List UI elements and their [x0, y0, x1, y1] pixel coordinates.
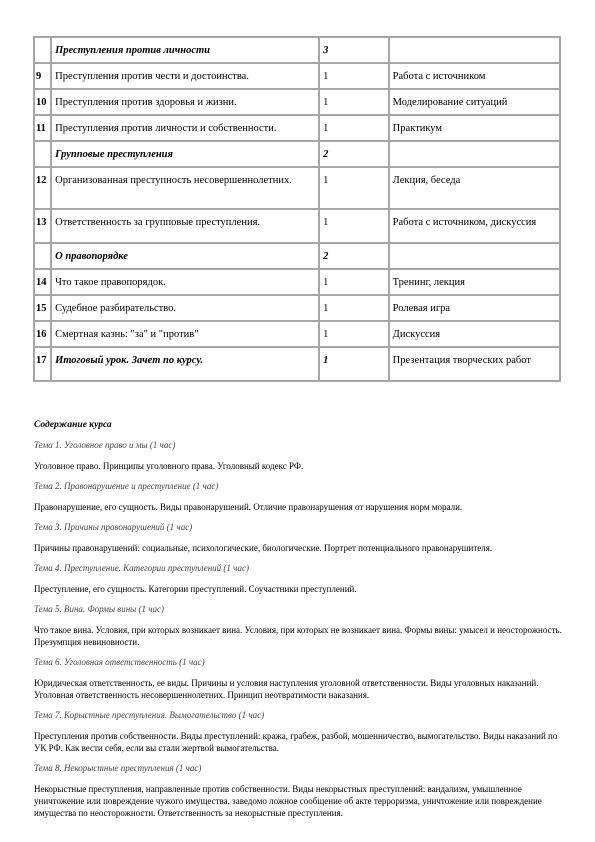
lesson-number: 9 — [35, 64, 50, 88]
lesson-hours: 1 — [320, 322, 388, 346]
lesson-form: Тренинг, лекция — [390, 270, 559, 294]
theme-title: Тема 6. Уголовная ответственность (1 час) — [34, 657, 205, 667]
lesson-form: Ролевая игра — [390, 296, 559, 320]
table-row — [35, 296, 559, 320]
table-row — [35, 90, 559, 114]
lesson-number: 14 — [35, 270, 50, 294]
lesson-number: 17 — [35, 348, 50, 380]
lesson-number — [35, 142, 50, 166]
lesson-number — [35, 38, 50, 62]
lesson-topic: Групповые преступления — [52, 142, 318, 166]
lesson-hours: 1 — [320, 270, 388, 294]
lesson-number: 11 — [35, 116, 50, 140]
theme-text: Юридическая ответственность, ее виды. Причины и условия наступления уголовной ответственности. Виды уголовных наказаний. Уголовная ответственность несовершеннолетних. Принцип неотвратимости наказания. — [34, 678, 539, 700]
lesson-topic: Преступления против чести и достоинства. — [52, 64, 318, 88]
lesson-topic: Итоговый урок. Зачет по курсу. — [52, 348, 318, 380]
lesson-hours: 2 — [320, 244, 388, 268]
lesson-number — [35, 244, 50, 268]
table-row — [35, 64, 559, 88]
lesson-hours: 3 — [320, 38, 388, 62]
lesson-hours: 1 — [320, 64, 388, 88]
theme-text: Некорыстные преступления, направленные против собственности. Виды некорыстных преступлений: вандализм, умышленное уничтожение или повреждение чужого имущества, заведомо ложное сообщение об акте терроризма, уничтожение или повреждение имущества по неосторожности. Ответственность за некорыстные преступления. — [34, 784, 542, 818]
course-content — [34, 420, 564, 828]
theme-title: Тема 2. Правонарушение и преступление (1 час) — [34, 481, 219, 491]
theme-list — [34, 440, 564, 819]
lesson-form: Работа с источником — [390, 64, 559, 88]
lesson-form: Презентация творческих работ — [390, 348, 559, 380]
table-row — [35, 348, 559, 380]
lesson-topic: Преступления против личности — [52, 38, 318, 62]
lesson-hours: 1 — [320, 168, 388, 208]
lesson-hours: 1 — [320, 210, 388, 242]
lesson-form: Лекция, беседа — [390, 168, 559, 208]
lesson-topic: Ответственность за групповые преступления. — [52, 210, 318, 242]
lesson-number: 13 — [35, 210, 50, 242]
section-row — [35, 244, 559, 268]
theme-title: Тема 4. Преступление. Категории преступлений (1 час) — [34, 563, 249, 573]
theme-text: Причины правонарушений: социальные, психологические, биологические. Портрет потенциального правонарушителя. — [34, 543, 493, 553]
lesson-form: Дискуссия — [390, 322, 559, 346]
lesson-topic: Преступления против здоровья и жизни. — [52, 90, 318, 114]
theme-title: Тема 8. Некорыстные преступления (1 час) — [34, 763, 202, 773]
curriculum-table — [33, 36, 561, 382]
lesson-number: 16 — [35, 322, 50, 346]
lesson-form: Практикум — [390, 116, 559, 140]
theme-title: Тема 1. Уголовное право и мы (1 час) — [34, 440, 176, 450]
theme-text: Преступление, его сущность. Категории преступлений. Соучастники преступлений. — [34, 584, 357, 594]
theme-text: Преступления против собственности. Виды преступлений: кража, грабеж, разбой, мошенничество, вымогательство. Виды наказаний по УК РФ. Как вести себя, если вы стали жертвой вымогательства. — [34, 731, 558, 753]
lesson-topic: Организованная преступность несовершеннолетних. — [52, 168, 318, 208]
lesson-topic: Что такое правопорядок. — [52, 270, 318, 294]
lesson-number: 10 — [35, 90, 50, 114]
table-row — [35, 270, 559, 294]
table-row — [35, 322, 559, 346]
course-content-heading: Содержание курса — [34, 420, 112, 430]
theme-text: Уголовное право. Принципы уголовного права. Уголовный кодекс РФ. — [34, 461, 304, 471]
theme-text: Что такое вина. Условия, при которых возникает вина. Условия, при которых не возникает вина. Формы вины: умысел и неосторожность. Презумпция невиновности. — [34, 625, 562, 647]
lesson-hours: 1 — [320, 90, 388, 114]
theme-title: Тема 5. Вина. Формы вины (1 час) — [34, 604, 165, 614]
lesson-topic: Судебное разбирательство. — [52, 296, 318, 320]
lesson-hours: 1 — [320, 296, 388, 320]
curriculum-table-body — [35, 38, 559, 380]
table-row — [35, 116, 559, 140]
section-row — [35, 38, 559, 62]
lesson-number: 15 — [35, 296, 50, 320]
lesson-form — [390, 38, 559, 62]
lesson-topic: Преступления против личности и собственности. — [52, 116, 318, 140]
table-row — [35, 210, 559, 242]
lesson-topic: Смертная казнь: "за" и "против" — [52, 322, 318, 346]
theme-title: Тема 3. Причины правонарушений (1 час) — [34, 522, 193, 532]
theme-title: Тема 7. Корыстные преступления. Вымогательство (1 час) — [34, 710, 265, 720]
lesson-form — [390, 244, 559, 268]
lesson-hours: 1 — [320, 116, 388, 140]
theme-text: Правонарушение, его сущность. Виды правонарушений. Отличие правонарушения от нарушения норм морали. — [34, 502, 463, 512]
lesson-hours: 1 — [320, 348, 388, 380]
table-row — [35, 168, 559, 208]
lesson-topic: О правопорядке — [52, 244, 318, 268]
section-row — [35, 142, 559, 166]
lesson-form: Работа с источником, дискуссия — [390, 210, 559, 242]
lesson-form — [390, 142, 559, 166]
lesson-hours: 2 — [320, 142, 388, 166]
lesson-form: Моделирование ситуаций — [390, 90, 559, 114]
lesson-number: 12 — [35, 168, 50, 208]
